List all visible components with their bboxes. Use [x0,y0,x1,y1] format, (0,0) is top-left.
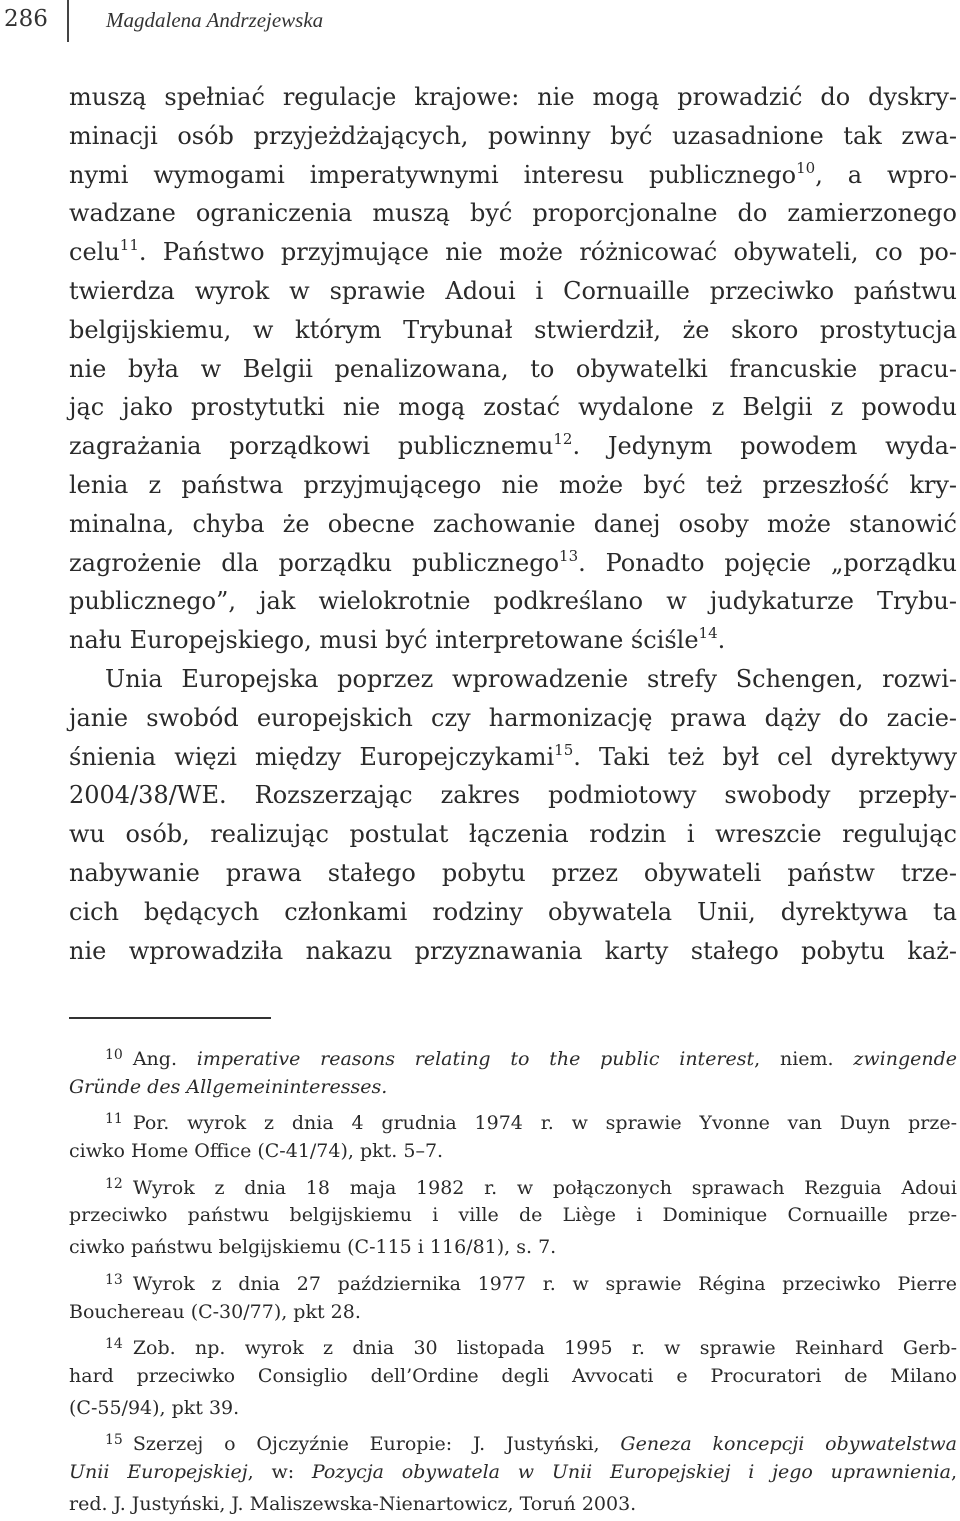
text-line: wadzane ograniczenia muszą być proporcjonalne do zamierzonego [69,199,957,228]
footnote-line: $^{11}$ Por. wyrok z dnia 4 grudnia 1974 r. w sprawie Yvonne van Duyn prze- [105,1111,957,1135]
footnote-ref-10: 10 [796,158,816,177]
footnote-separator [69,1017,271,1019]
text-line: 2004/38/WE. Rozszerzając zakres podmiotowy swobody przepły- [69,781,957,810]
footnote-12 [69,1169,957,1265]
footnote-line: red. J. Justyński, J. Maliszewska-Nienartowicz, Toruń 2003. [69,1492,637,1515]
footnote-number: 11 [105,1111,123,1128]
text-line: publicznego”, jak wielokrotnie podkreślano w judykaturze Trybu- [69,587,957,616]
text-line: belgijskiemu, w którym Trybunał stwierdził, że skoro prostytucja [69,315,957,344]
footnote-number: 12 [105,1175,123,1192]
footnotes [69,1040,957,1521]
footnote-ref-14: 14 [698,624,718,643]
text-line: jąc jako prostytutki nie mogą zostać wydalone z Belgii z powodu [69,393,957,422]
text-line: nymi wymogami imperatywnymi interesu publicznego$^{10}$, a wpro- [69,158,957,189]
text-line: nie była w Belgii penalizowana, to obywatelki francuskie pracu- [69,354,957,383]
text-line: janie swobód europejskich czy harmonizację prawa dąży do zacie- [69,703,957,732]
footnote-line: (C-55/94), pkt 39. [69,1396,240,1419]
text-line: minacji osób przyjeżdżających, powinny być uzasadnione tak zwa- [69,121,957,150]
footnote-number: 15 [105,1432,123,1449]
footnote-11 [69,1104,957,1168]
footnote-line: ciwko Home Office (C-41/74), pkt. 5–7. [69,1140,444,1163]
text-line: twierdza wyrok w sprawie Adoui i Cornuaille przeciwko państwu [69,276,957,305]
page-header [0,0,960,44]
footnote-ref-12: 12 [553,430,573,449]
text-line: muszą spełniać regulacje krajowe: nie mogą prowadzić do dyskry- [69,83,957,111]
footnote-number: 10 [105,1047,123,1063]
text-line: zagrożenie dla porządku publicznego$^{13}$. Ponadto pojęcie „porządku [69,546,957,577]
footnote-line: ciwko państwu belgijskiemu (C-115 i 116/81), s. 7. [69,1236,557,1259]
footnote-number: 14 [105,1336,123,1353]
footnote-10 [69,1040,957,1104]
text-line: minalna, chyba że obecne zachowanie danej osoby może stanowić [69,509,957,538]
text-line: celu$^{11}$. Państwo przyjmujące nie może różnicować obywateli, co po- [69,236,957,267]
footnote-line: $^{15}$ Szerzej o Ojczyźnie Europie: J. Justyński, Geneza koncepcji obywatelstwa [105,1432,957,1456]
text-line: cich będących członkami rodziny obywatela Unii, dyrektywa ta [69,897,957,926]
text-line: nabywanie prawa stałego pobytu przez obywateli państw trze- [69,858,957,887]
paragraph-1 [69,78,957,660]
text-line: śnienia więzi między Europejczykami$^{15}$. Taki też był cel dyrektywy [69,740,958,771]
footnote-14 [69,1329,957,1425]
footnote-line: $^{14}$ Zob. np. wyrok z dnia 30 listopada 1995 r. w sprawie Reinhard Gerb- [105,1336,957,1360]
text-line: nie wprowadziła nakazu przyznawania karty stałego pobytu każ- [69,936,957,965]
page-number: 286 [4,6,48,32]
footnote-ref-15: 15 [554,740,574,759]
text-line: nału Europejskiego, musi być interpretowane ściśle$^{14}$. [69,624,726,655]
text-line: zagrażania porządkowi publicznemu$^{12}$. Jedynym powodem wyda- [69,430,958,461]
footnote-line: przeciwko państwu belgijskiemu i ville de Liège i Dominique Cornuaille prze- [69,1204,957,1227]
paragraph-2 [69,660,957,970]
text-line: lenia z państwa przyjmującego nie może być też przeszłość kry- [69,470,957,499]
text-line: Unia Europejska poprzez wprowadzenie strefy Schengen, rozwi- [105,664,957,693]
footnote-ref-11: 11 [119,236,139,255]
footnote-13 [69,1265,957,1329]
footnote-line: $^{10}$ Ang. imperative reasons relating to the public interest, niem. zwingende [105,1047,958,1070]
main-text [69,78,957,970]
footnote-line: $^{12}$ Wyrok z dnia 18 maja 1982 r. w połączonych sprawach Rezguia Adoui [105,1175,957,1199]
text-line: wu osób, realizując postulat łączenia rodzin i wreszcie regulując [69,820,957,849]
running-head: Magdalena Andrzejewska [106,8,324,32]
footnote-ref-13: 13 [559,546,579,565]
footnote-line: Gründe des Allgemeininteresses. [69,1075,388,1098]
footnote-15 [69,1425,957,1521]
footnote-line: $^{13}$ Wyrok z dnia 27 października 1977 r. w sprawie Régina przeciwko Pierre [105,1271,957,1295]
footnote-line: Bouchereau (C-30/77), pkt 28. [69,1300,361,1323]
footnote-line: Unii Europejskiej, w: Pozycja obywatela w Unii Europejskiej i jego uprawnienia, [69,1461,957,1484]
header-divider [67,0,69,42]
footnote-number: 13 [105,1271,123,1288]
footnote-line: hard przeciwko Consiglio dell’Ordine degli Avvocati e Procuratori de Milano [69,1364,957,1387]
